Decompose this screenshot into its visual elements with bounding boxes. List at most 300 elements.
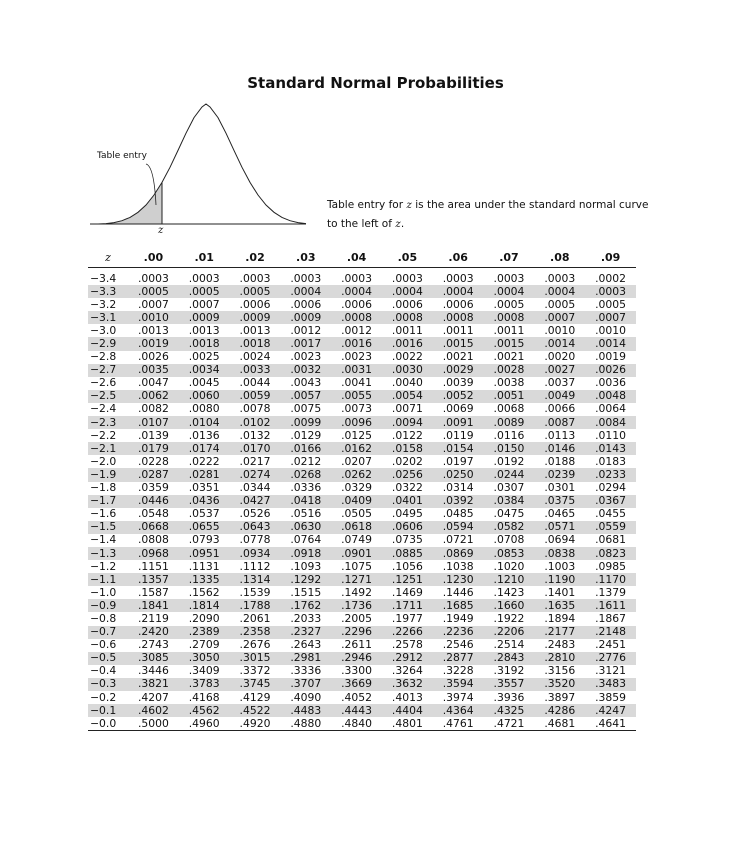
- probability-cell: .0934: [230, 547, 281, 560]
- probability-cell: .0418: [280, 495, 331, 508]
- probability-cell: .0003: [442, 271, 474, 285]
- probability-cell: .0068: [493, 402, 525, 416]
- probability-cell: .0004: [280, 285, 331, 298]
- probability-cell: .1230: [433, 573, 484, 586]
- probability-cell: .3745: [230, 678, 281, 691]
- probability-cell: .0256: [382, 468, 433, 481]
- probability-cell: .0006: [391, 297, 423, 311]
- probability-cell: .0012: [341, 323, 373, 337]
- probability-cell: .0069: [442, 402, 474, 416]
- probability-cell: .0749: [341, 533, 373, 547]
- probability-cell: .0047: [137, 376, 169, 390]
- probability-cell: .0526: [239, 507, 271, 521]
- probability-cell: .0011: [493, 323, 525, 337]
- probability-cell: .0041: [341, 376, 373, 390]
- probability-cell: .0049: [534, 390, 585, 403]
- probability-cell: .3085: [128, 652, 179, 665]
- probability-cell: .2709: [188, 638, 220, 652]
- probability-cell: .0006: [341, 297, 373, 311]
- probability-cell: .0055: [331, 390, 382, 403]
- probability-cell: .4761: [433, 717, 484, 731]
- row-z-value: −0.7: [88, 626, 128, 639]
- probability-cell: .1038: [442, 559, 474, 573]
- table-header-row: [88, 247, 636, 268]
- probability-cell: .2266: [382, 626, 433, 639]
- probability-cell: .1271: [331, 573, 382, 586]
- probability-cell: .0014: [534, 337, 585, 350]
- probability-cell: .0537: [188, 507, 220, 521]
- probability-cell: .0017: [280, 337, 331, 350]
- table-row: [88, 717, 636, 731]
- table-row: [88, 547, 636, 560]
- probability-cell: .2296: [331, 626, 382, 639]
- probability-cell: .3192: [493, 664, 525, 678]
- probability-cell: .0222: [188, 454, 220, 468]
- probability-cell: .0033: [230, 364, 281, 377]
- probability-cell: .0009: [179, 311, 230, 324]
- table-row: [88, 612, 636, 625]
- row-z-value: −2.2: [90, 428, 117, 442]
- probability-cell: .4840: [331, 717, 382, 731]
- probability-cell: .0392: [433, 495, 484, 508]
- probability-cell: .0016: [331, 337, 382, 350]
- probability-cell: .0003: [188, 271, 220, 285]
- probability-cell: .0089: [484, 416, 535, 429]
- note-line2-suffix: .: [400, 218, 405, 230]
- probability-cell: .0023: [341, 350, 373, 364]
- probability-cell: .0287: [128, 468, 179, 481]
- row-z-value: −1.4: [90, 533, 117, 547]
- probability-cell: .0455: [595, 507, 627, 521]
- probability-cell: .0015: [484, 337, 535, 350]
- probability-cell: .0004: [382, 285, 433, 298]
- probability-cell: .0005: [230, 285, 281, 298]
- probability-cell: .3821: [128, 678, 179, 691]
- row-z-value: −2.7: [88, 364, 128, 377]
- probability-cell: .0170: [230, 442, 281, 455]
- probability-cell: .3121: [595, 664, 627, 678]
- probability-cell: .3707: [280, 678, 331, 691]
- probability-cell: .0021: [442, 350, 474, 364]
- probability-cell: .1075: [341, 559, 373, 573]
- probability-cell: .0793: [188, 533, 220, 547]
- normal-curve-svg: [88, 102, 308, 237]
- column-header: .04: [331, 247, 382, 268]
- probability-cell: .0075: [290, 402, 322, 416]
- probability-cell: .3897: [544, 690, 576, 704]
- probability-cell: .1977: [391, 611, 423, 625]
- column-header: .05: [382, 247, 433, 268]
- probability-cell: .1401: [544, 585, 576, 599]
- probability-cell: .0004: [433, 285, 484, 298]
- probability-cell: .0985: [595, 559, 627, 573]
- probability-cell: .0721: [442, 533, 474, 547]
- row-z-value: −3.2: [90, 297, 117, 311]
- probability-cell: .0143: [585, 442, 636, 455]
- probability-cell: .1190: [534, 573, 585, 586]
- probability-cell: .4364: [433, 704, 484, 717]
- probability-cell: .2148: [585, 626, 636, 639]
- normal-curve-figure: [88, 102, 308, 237]
- row-z-value: −2.9: [88, 337, 128, 350]
- z-axis-label: z: [158, 225, 164, 236]
- probability-cell: .1379: [595, 585, 627, 599]
- row-z-value: −0.6: [90, 638, 117, 652]
- probability-cell: .0032: [280, 364, 331, 377]
- probability-cell: .0004: [484, 285, 535, 298]
- probability-cell: .0066: [544, 402, 576, 416]
- probability-cell: .1251: [382, 573, 433, 586]
- probability-cell: .0139: [137, 428, 169, 442]
- probability-cell: .1469: [391, 585, 423, 599]
- probability-cell: .3483: [585, 678, 636, 691]
- probability-cell: .0516: [290, 507, 322, 521]
- probability-cell: .0495: [391, 507, 423, 521]
- table-row: [88, 626, 636, 639]
- probability-cell: .3015: [230, 652, 281, 665]
- probability-cell: .0004: [534, 285, 585, 298]
- probability-cell: .0446: [128, 495, 179, 508]
- probability-cell: .0019: [595, 350, 627, 364]
- probability-cell: .0003: [585, 285, 636, 298]
- probability-cell: .2090: [188, 611, 220, 625]
- probability-cell: .0166: [280, 442, 331, 455]
- row-z-value: −2.1: [88, 442, 128, 455]
- probability-cell: .4207: [137, 690, 169, 704]
- probability-cell: .0465: [544, 507, 576, 521]
- table-entry-label: Table entry: [97, 151, 147, 161]
- probability-cell: .0031: [331, 364, 382, 377]
- probability-cell: .3372: [239, 664, 271, 678]
- probability-cell: .1357: [128, 573, 179, 586]
- probability-cell: .4681: [534, 717, 585, 731]
- probability-cell: .0150: [484, 442, 535, 455]
- probability-cell: .0274: [230, 468, 281, 481]
- probability-cell: .0823: [585, 547, 636, 560]
- probability-cell: .0016: [382, 337, 433, 350]
- probability-cell: .0102: [230, 416, 281, 429]
- column-header: .08: [534, 247, 585, 268]
- probability-cell: .0087: [534, 416, 585, 429]
- probability-cell: .2810: [534, 652, 585, 665]
- probability-cell: .3783: [179, 678, 230, 691]
- probability-cell: .0401: [382, 495, 433, 508]
- probability-cell: .0014: [585, 337, 636, 350]
- probability-cell: .0008: [484, 311, 535, 324]
- row-z-value: −3.4: [90, 271, 117, 285]
- row-z-value: −2.4: [90, 402, 117, 416]
- row-z-value: −2.3: [88, 416, 128, 429]
- probability-cell: .0026: [585, 364, 636, 377]
- table-row: [88, 311, 636, 324]
- probability-cell: .2451: [595, 638, 627, 652]
- probability-cell: .0007: [534, 311, 585, 324]
- table-row: [88, 665, 636, 678]
- probability-cell: .4286: [534, 704, 585, 717]
- probability-cell: .0005: [595, 297, 627, 311]
- table-row: [88, 429, 636, 442]
- row-z-value: −0.9: [88, 599, 128, 612]
- probability-cell: .0116: [493, 428, 525, 442]
- probability-cell: .1515: [290, 585, 322, 599]
- row-z-value: −1.6: [90, 507, 117, 521]
- probability-cell: .0162: [331, 442, 382, 455]
- probability-cell: .2676: [239, 638, 271, 652]
- probability-cell: .0013: [188, 323, 220, 337]
- probability-cell: .0217: [239, 454, 271, 468]
- probability-cell: .2643: [290, 638, 322, 652]
- row-z-value: −1.0: [90, 585, 117, 599]
- probability-cell: .0281: [179, 468, 230, 481]
- probability-cell: .1611: [585, 599, 636, 612]
- probability-cell: .2389: [179, 626, 230, 639]
- probability-cell: .0409: [331, 495, 382, 508]
- probability-cell: .0336: [290, 481, 322, 495]
- row-z-value: −3.1: [88, 311, 128, 324]
- probability-cell: .0018: [230, 337, 281, 350]
- probability-cell: .2776: [585, 652, 636, 665]
- probability-cell: .0694: [544, 533, 576, 547]
- probability-cell: .0212: [290, 454, 322, 468]
- table-row: [88, 351, 636, 364]
- table-row: [88, 652, 636, 665]
- probability-cell: .4404: [382, 704, 433, 717]
- probability-cell: .0559: [585, 521, 636, 534]
- probability-cell: .0351: [188, 481, 220, 495]
- probability-cell: .0427: [230, 495, 281, 508]
- probability-cell: .0037: [544, 376, 576, 390]
- probability-cell: .0125: [341, 428, 373, 442]
- probability-cell: .0011: [391, 323, 423, 337]
- probability-cell: .0136: [188, 428, 220, 442]
- probability-cell: .0096: [331, 416, 382, 429]
- probability-cell: .0024: [239, 350, 271, 364]
- probability-cell: .0060: [179, 390, 230, 403]
- table-row: [88, 364, 636, 377]
- probability-cell: .0107: [128, 416, 179, 429]
- probability-cell: .0051: [484, 390, 535, 403]
- probability-cell: .4129: [239, 690, 271, 704]
- probability-cell: .1003: [544, 559, 576, 573]
- probability-cell: .0059: [230, 390, 281, 403]
- table-row: [88, 560, 636, 573]
- column-header: .07: [484, 247, 535, 268]
- probability-cell: .0314: [442, 481, 474, 495]
- probability-cell: .0013: [239, 323, 271, 337]
- probability-cell: .0322: [391, 481, 423, 495]
- probability-cell: .4168: [188, 690, 220, 704]
- table-row: [88, 416, 636, 429]
- probability-cell: .0207: [341, 454, 373, 468]
- probability-cell: .0018: [179, 337, 230, 350]
- note-var: z: [406, 199, 412, 211]
- probability-cell: .0643: [230, 521, 281, 534]
- probability-cell: .0082: [137, 402, 169, 416]
- row-z-value: −1.2: [90, 559, 117, 573]
- probability-cell: .0006: [239, 297, 271, 311]
- column-header: .00: [128, 247, 179, 268]
- probability-cell: .3520: [534, 678, 585, 691]
- probability-cell: .0073: [341, 402, 373, 416]
- probability-cell: .0007: [188, 297, 220, 311]
- probability-cell: .0154: [433, 442, 484, 455]
- probability-cell: .0228: [137, 454, 169, 468]
- probability-cell: .0918: [280, 547, 331, 560]
- probability-cell: .0294: [595, 481, 627, 495]
- table-row: [88, 403, 636, 416]
- probability-cell: .0005: [493, 297, 525, 311]
- probability-cell: .0003: [239, 271, 271, 285]
- probability-cell: .4721: [484, 717, 535, 731]
- probability-cell: .1841: [128, 599, 179, 612]
- probability-cell: .1151: [137, 559, 169, 573]
- probability-cell: .0084: [585, 416, 636, 429]
- probability-cell: .0007: [137, 297, 169, 311]
- probability-cell: .0015: [433, 337, 484, 350]
- note-middle: is the area under the standard normal curve: [415, 199, 649, 211]
- probability-cell: .2743: [137, 638, 169, 652]
- table-row: [88, 390, 636, 403]
- probability-cell: .0025: [188, 350, 220, 364]
- probability-cell: .4880: [280, 717, 331, 731]
- probability-cell: .1587: [137, 585, 169, 599]
- probability-cell: .3264: [391, 664, 423, 678]
- probability-cell: .0735: [391, 533, 423, 547]
- probability-cell: .1210: [484, 573, 535, 586]
- probability-cell: .1922: [493, 611, 525, 625]
- probability-cell: .0129: [290, 428, 322, 442]
- probability-cell: .0708: [493, 533, 525, 547]
- probability-cell: .4052: [341, 690, 373, 704]
- probability-cell: .0838: [534, 547, 585, 560]
- table-row: [88, 324, 636, 337]
- probability-cell: .0003: [341, 271, 373, 285]
- probability-cell: .1685: [433, 599, 484, 612]
- probability-cell: .0012: [290, 323, 322, 337]
- probability-cell: .0010: [595, 323, 627, 337]
- probability-cell: .1635: [534, 599, 585, 612]
- probability-cell: .0013: [137, 323, 169, 337]
- probability-cell: .0019: [128, 337, 179, 350]
- table-row: [88, 468, 636, 481]
- probability-cell: .2843: [484, 652, 535, 665]
- probability-cell: .2005: [341, 611, 373, 625]
- probability-cell: .0104: [179, 416, 230, 429]
- row-z-value: −1.9: [88, 468, 128, 481]
- probability-cell: .0233: [585, 468, 636, 481]
- probability-cell: .3632: [382, 678, 433, 691]
- probability-cell: .2546: [442, 638, 474, 652]
- probability-cell: .0250: [433, 468, 484, 481]
- probability-cell: .0023: [290, 350, 322, 364]
- probability-cell: .0951: [179, 547, 230, 560]
- probability-cell: .3300: [341, 664, 373, 678]
- probability-cell: .0026: [137, 350, 169, 364]
- probability-cell: .4920: [230, 717, 281, 731]
- probability-cell: .1736: [331, 599, 382, 612]
- probability-cell: .0778: [239, 533, 271, 547]
- probability-cell: .0021: [493, 350, 525, 364]
- probability-cell: .1562: [188, 585, 220, 599]
- probability-cell: .3228: [442, 664, 474, 678]
- probability-cell: .2061: [239, 611, 271, 625]
- probability-cell: .1056: [391, 559, 423, 573]
- probability-cell: .2033: [290, 611, 322, 625]
- note-line2-prefix: to the left of: [327, 218, 392, 230]
- table-row: [88, 508, 636, 521]
- probability-cell: .4522: [230, 704, 281, 717]
- table-row: [88, 586, 636, 599]
- row-z-value: −1.7: [88, 495, 128, 508]
- probability-cell: .0197: [442, 454, 474, 468]
- probability-cell: .0268: [280, 468, 331, 481]
- probability-cell: .2981: [280, 652, 331, 665]
- probability-cell: .0010: [544, 323, 576, 337]
- note-line2-var: z: [395, 218, 401, 230]
- probability-cell: .0158: [382, 442, 433, 455]
- row-z-value: −0.1: [88, 704, 128, 717]
- probability-cell: .2236: [433, 626, 484, 639]
- table-row: [88, 534, 636, 547]
- probability-cell: .2483: [544, 638, 576, 652]
- probability-cell: .0003: [544, 271, 576, 285]
- probability-cell: .0003: [391, 271, 423, 285]
- probability-cell: .2578: [391, 638, 423, 652]
- probability-cell: .0359: [137, 481, 169, 495]
- probability-cell: .0968: [128, 547, 179, 560]
- row-z-value: −1.8: [90, 481, 117, 495]
- probability-cell: .0003: [137, 271, 169, 285]
- probability-cell: .4443: [331, 704, 382, 717]
- probability-cell: .0244: [484, 468, 535, 481]
- probability-cell: .0062: [128, 390, 179, 403]
- column-header: .06: [433, 247, 484, 268]
- row-z-value: −1.1: [88, 573, 128, 586]
- row-z-value: −0.3: [88, 678, 128, 691]
- probability-cell: .0009: [280, 311, 331, 324]
- probability-cell: .1093: [290, 559, 322, 573]
- probability-cell: .3859: [595, 690, 627, 704]
- table-row: [88, 599, 636, 612]
- probability-cell: .0078: [239, 402, 271, 416]
- probability-cell: .1131: [188, 559, 220, 573]
- probability-cell: .3669: [331, 678, 382, 691]
- probability-cell: .0122: [391, 428, 423, 442]
- probability-cell: .0002: [595, 271, 627, 285]
- probability-cell: .0188: [544, 454, 576, 468]
- probability-cell: .0192: [493, 454, 525, 468]
- probability-cell: .0239: [534, 468, 585, 481]
- probability-cell: .4602: [128, 704, 179, 717]
- probability-cell: .1020: [493, 559, 525, 573]
- row-z-value: −3.3: [88, 285, 128, 298]
- z-table: [88, 247, 636, 731]
- probability-cell: .3409: [188, 664, 220, 678]
- row-z-value: −0.8: [90, 611, 117, 625]
- probability-cell: .1867: [595, 611, 627, 625]
- probability-cell: .0022: [391, 350, 423, 364]
- table-row: [88, 521, 636, 534]
- probability-cell: .0301: [544, 481, 576, 495]
- probability-cell: .2177: [534, 626, 585, 639]
- probability-cell: .0262: [331, 468, 382, 481]
- probability-cell: .0043: [290, 376, 322, 390]
- table-row: [88, 482, 636, 495]
- probability-cell: .0655: [179, 521, 230, 534]
- probability-cell: .0681: [595, 533, 627, 547]
- probability-cell: .4641: [585, 717, 636, 731]
- probability-cell: .0384: [484, 495, 535, 508]
